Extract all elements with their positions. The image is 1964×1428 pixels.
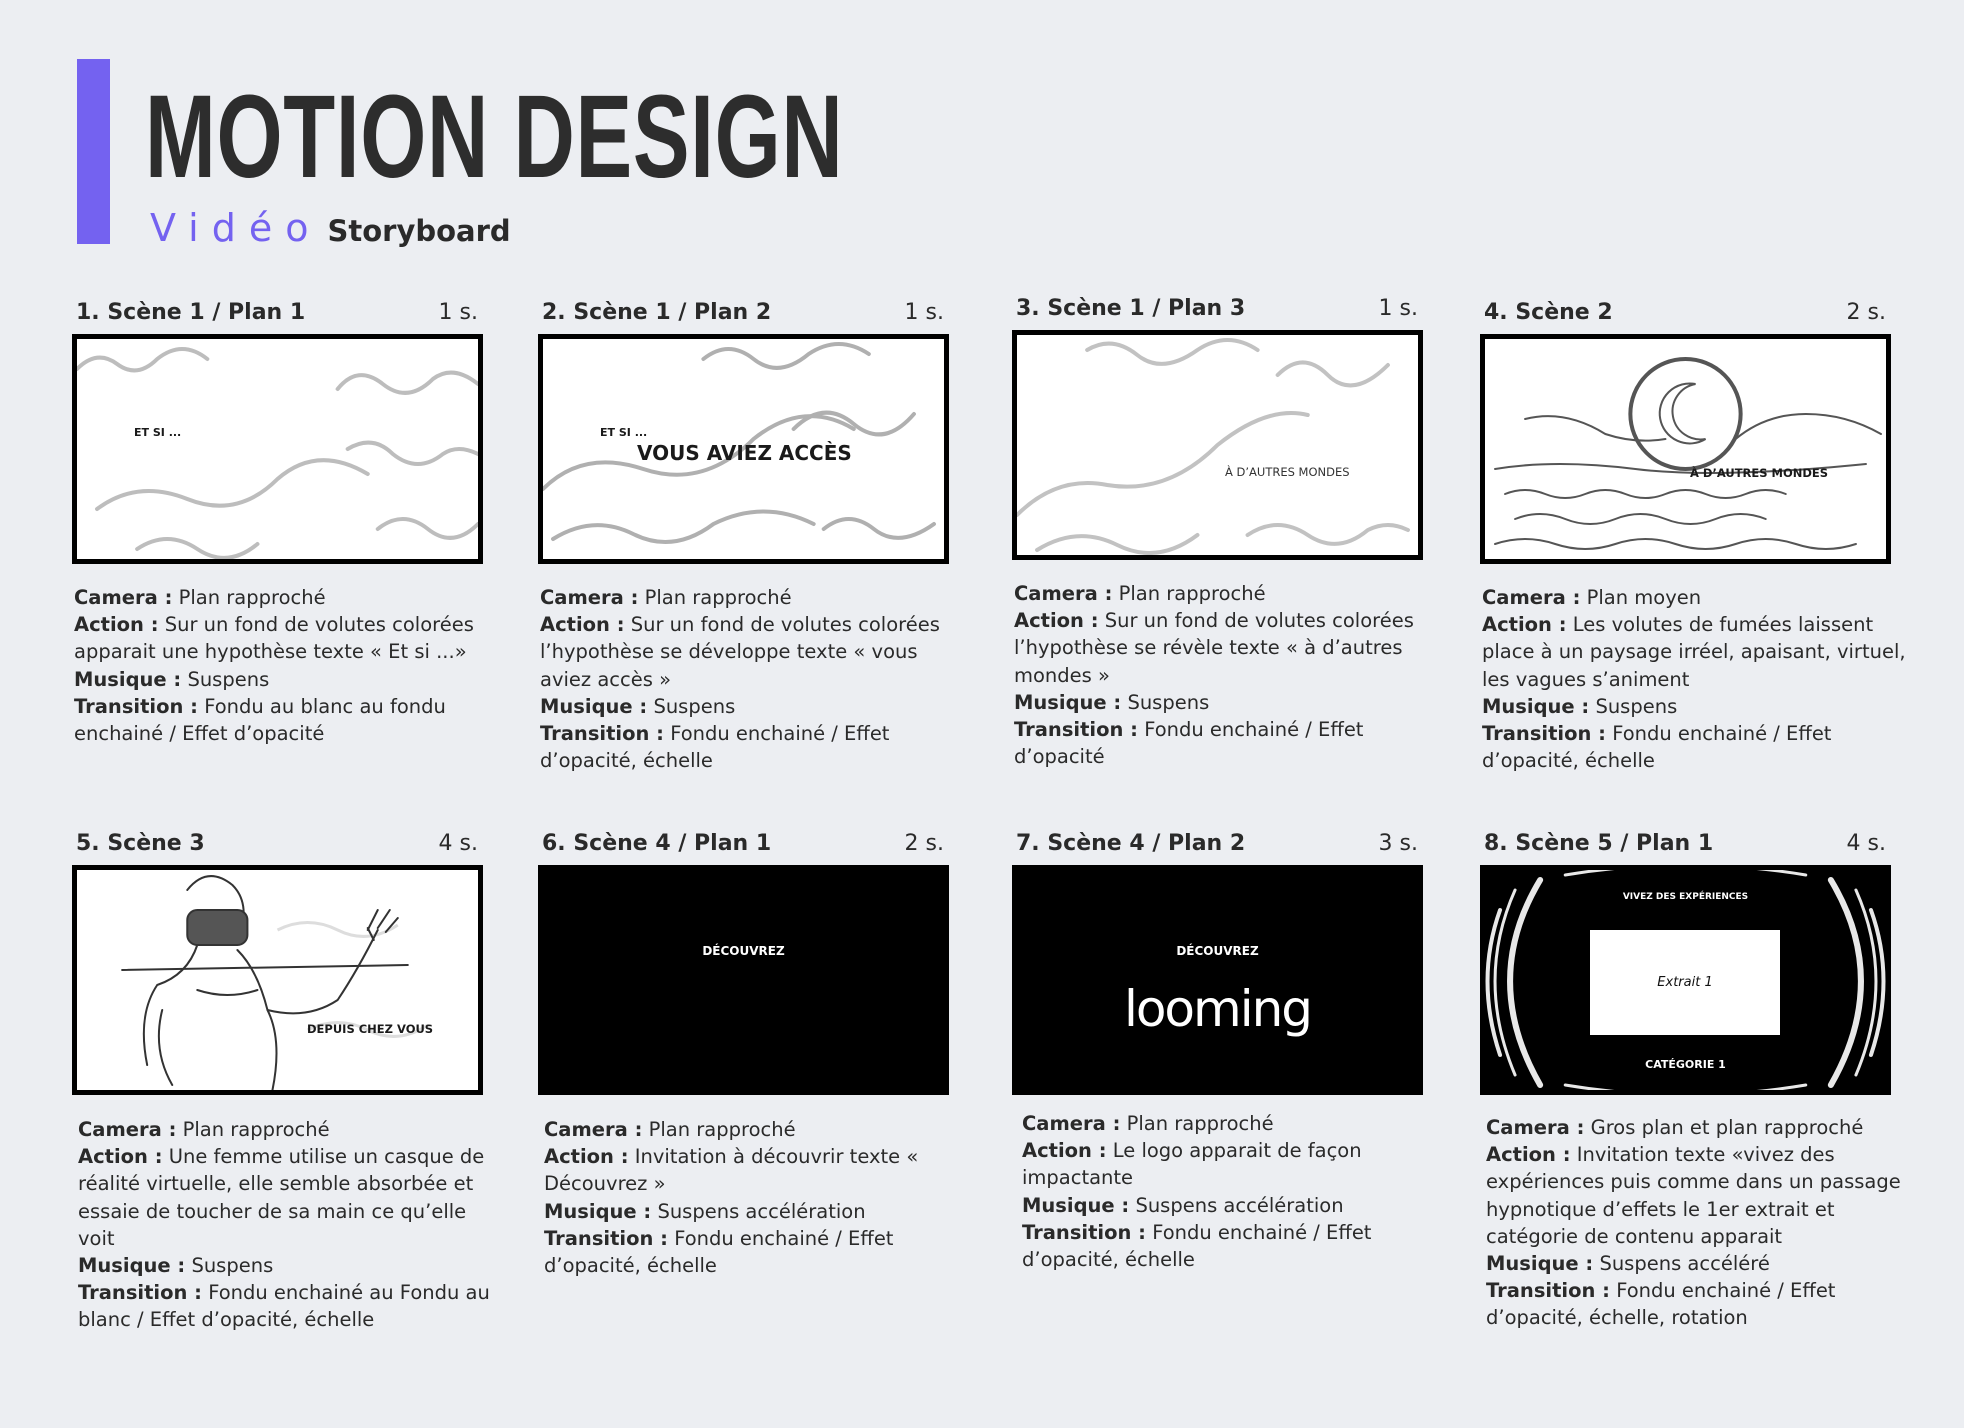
action-label: Action : [1022,1139,1107,1163]
scene-frame [1480,334,1891,564]
page-title: MOTION DESIGN [145,71,844,203]
scene-frame [1012,865,1423,1095]
scene-duration: 4 s. [438,831,478,856]
musique-label: Musique : [74,667,182,691]
scene-title: 4. Scène 2 [1484,300,1613,325]
musique-label: Musique : [1022,1193,1130,1217]
scene-duration: 3 s. [1378,831,1418,856]
transition-label: Transition : [1486,1279,1610,1303]
clouds-sketch [77,339,478,559]
scene-duration: 1 s. [1378,296,1418,321]
transition-label: Transition : [544,1226,668,1250]
scene-frame [1012,330,1423,560]
subtitle-video: Vidéo [150,206,322,250]
transition-value: Fondu enchainé / Effet d’opacité, échelle [1482,722,1832,773]
scene-frame [1480,865,1891,1095]
scene-title: 5. Scène 3 [76,831,205,856]
action-label: Action : [540,613,625,637]
scene-duration: 2 s. [904,831,944,856]
camera-value: Plan rapproché [178,586,326,609]
frame-text: DÉCOUVREZ [1176,944,1259,958]
action-label: Action : [1482,613,1567,637]
subtitle-storyboard: Storyboard [327,214,511,248]
camera-label: Camera : [540,586,639,609]
frame-text: CATÉGORIE 1 [1645,1058,1726,1071]
transition-label: Transition : [74,694,198,718]
scene-description [1482,584,1907,774]
camera-label: Camera : [544,1118,643,1141]
musique-label: Musique : [540,694,648,718]
musique-value: Suspens accélération [1135,1193,1344,1217]
action-label: Action : [544,1145,629,1169]
transition-value: Fondu enchainé / Effet d’opacité, échelle [540,722,890,773]
musique-value: Suspens [1595,694,1678,718]
transition-value: Fondu au blanc au fondu enchainé / Effet d’opacité [74,694,446,746]
camera-value: Plan rapproché [648,1118,796,1141]
scene-description [78,1116,503,1334]
scene-duration: 1 s. [438,300,478,325]
scene-description [74,584,499,747]
transition-label: Transition : [1022,1220,1146,1244]
action-value: Les volutes de fumées laissent place à un paysage irréel, apaisant, virtuel, les vagues s’animent [1482,613,1906,691]
camera-value: Plan rapproché [182,1118,330,1141]
transition-label: Transition : [78,1281,202,1305]
camera-value: Plan rapproché [1118,582,1266,605]
action-value: Sur un fond de volutes colorées l’hypothèse se développe texte « vous aviez accès » [540,613,940,691]
transition-label: Transition : [1014,718,1138,742]
action-value: Une femme utilise un casque de réalité virtuelle, elle semble absorbée et essaie de toucher de sa main ce qu’elle voit [78,1145,485,1250]
vr-woman-sketch [77,870,478,1090]
transition-value: Fondu enchainé / Effet d’opacité, échelle [1022,1220,1372,1272]
camera-value: Plan moyen [1586,586,1702,609]
transition-value: Fondu enchainé / Effet d’opacité, échelle, rotation [1486,1279,1836,1330]
musique-value: Suspens [1127,690,1210,714]
extrait-box [1590,930,1780,1035]
scene-description [1014,580,1439,770]
clouds-sketch [1017,335,1418,555]
scene-title: 8. Scène 5 / Plan 1 [1484,831,1714,856]
musique-label: Musique : [1014,690,1122,714]
extrait-label: Extrait 1 [1657,975,1713,990]
action-value: Invitation à découvrir texte « Découvrez » [544,1145,919,1196]
camera-label: Camera : [1014,582,1113,605]
camera-label: Camera : [1482,586,1581,609]
camera-label: Camera : [1486,1116,1585,1139]
scene-frame [72,334,483,564]
action-label: Action : [74,613,159,637]
scene-duration: 4 s. [1846,831,1886,856]
frame-text: À D’AUTRES MONDES [1225,465,1350,479]
scene-description [540,584,965,774]
looming-logo: looming [1123,980,1312,1038]
musique-value: Suspens [653,694,736,718]
camera-label: Camera : [1022,1112,1121,1135]
camera-label: Camera : [78,1118,177,1141]
action-value: Le logo apparait de façon impactante [1022,1139,1362,1190]
frame-text: VIVEZ DES EXPÉRIENCES [1622,892,1749,902]
musique-value: Suspens [187,667,270,691]
action-value: Sur un fond de volutes colorées apparait une hypothèse texte « Et si ...» [74,613,474,664]
frame-text: ET SI ... [134,426,182,439]
camera-value: Gros plan et plan rapproché [1590,1116,1864,1139]
scene-frame [538,334,949,564]
frame-text: ET SI ... [600,426,648,439]
scene-frame [538,865,949,1095]
action-label: Action : [78,1145,163,1169]
frame-text: VOUS AVIEZ ACCÈS [637,441,852,465]
subtitle [150,206,511,250]
transition-value: Fondu enchainé au Fondu au blanc / Effet d’opacité, échelle [78,1281,490,1332]
frame-text: DEPUIS CHEZ VOUS [307,1022,434,1036]
transition-value: Fondu enchainé / Effet d’opacité, échelle [544,1226,894,1278]
transition-label: Transition : [540,722,664,746]
musique-label: Musique : [1486,1252,1594,1276]
action-label: Action : [1014,609,1099,633]
scene-title: 3. Scène 1 / Plan 3 [1016,296,1246,321]
action-label: Action : [1486,1143,1571,1167]
scene-title: 2. Scène 1 / Plan 2 [542,300,772,325]
musique-label: Musique : [544,1199,652,1223]
scene-title: 7. Scène 4 / Plan 2 [1016,831,1246,856]
musique-label: Musique : [1482,694,1590,718]
camera-label: Camera : [74,586,173,609]
scene-title: 1. Scène 1 / Plan 1 [76,300,306,325]
scene-duration: 1 s. [904,300,944,325]
camera-value: Plan rapproché [644,586,792,609]
scene-description [1486,1114,1911,1332]
scene-duration: 2 s. [1846,300,1886,325]
scene-description [544,1116,969,1279]
frame-text: À D’AUTRES MONDES [1690,466,1829,480]
transition-label: Transition : [1482,722,1606,746]
musique-value: Suspens [191,1254,274,1278]
moon-landscape-sketch [1485,339,1886,559]
accent-bar [77,59,110,244]
musique-value: Suspens accéléré [1599,1252,1770,1276]
frame-text: DÉCOUVREZ [702,944,785,958]
transition-value: Fondu enchainé / Effet d’opacité [1014,718,1364,769]
musique-value: Suspens accélération [657,1199,866,1223]
action-value: Sur un fond de volutes colorées l’hypothèse se révèle texte « à d’autres mondes » [1014,609,1414,687]
action-value: Invitation texte «vivez des expériences puis comme dans un passage hypnotique d’effets le 1er extrait et catégorie de contenu apparait [1486,1143,1901,1248]
scene-description [1022,1110,1447,1273]
scene-frame [72,865,483,1095]
scene-title: 6. Scène 4 / Plan 1 [542,831,772,856]
musique-label: Musique : [78,1254,186,1278]
camera-value: Plan rapproché [1126,1112,1274,1135]
